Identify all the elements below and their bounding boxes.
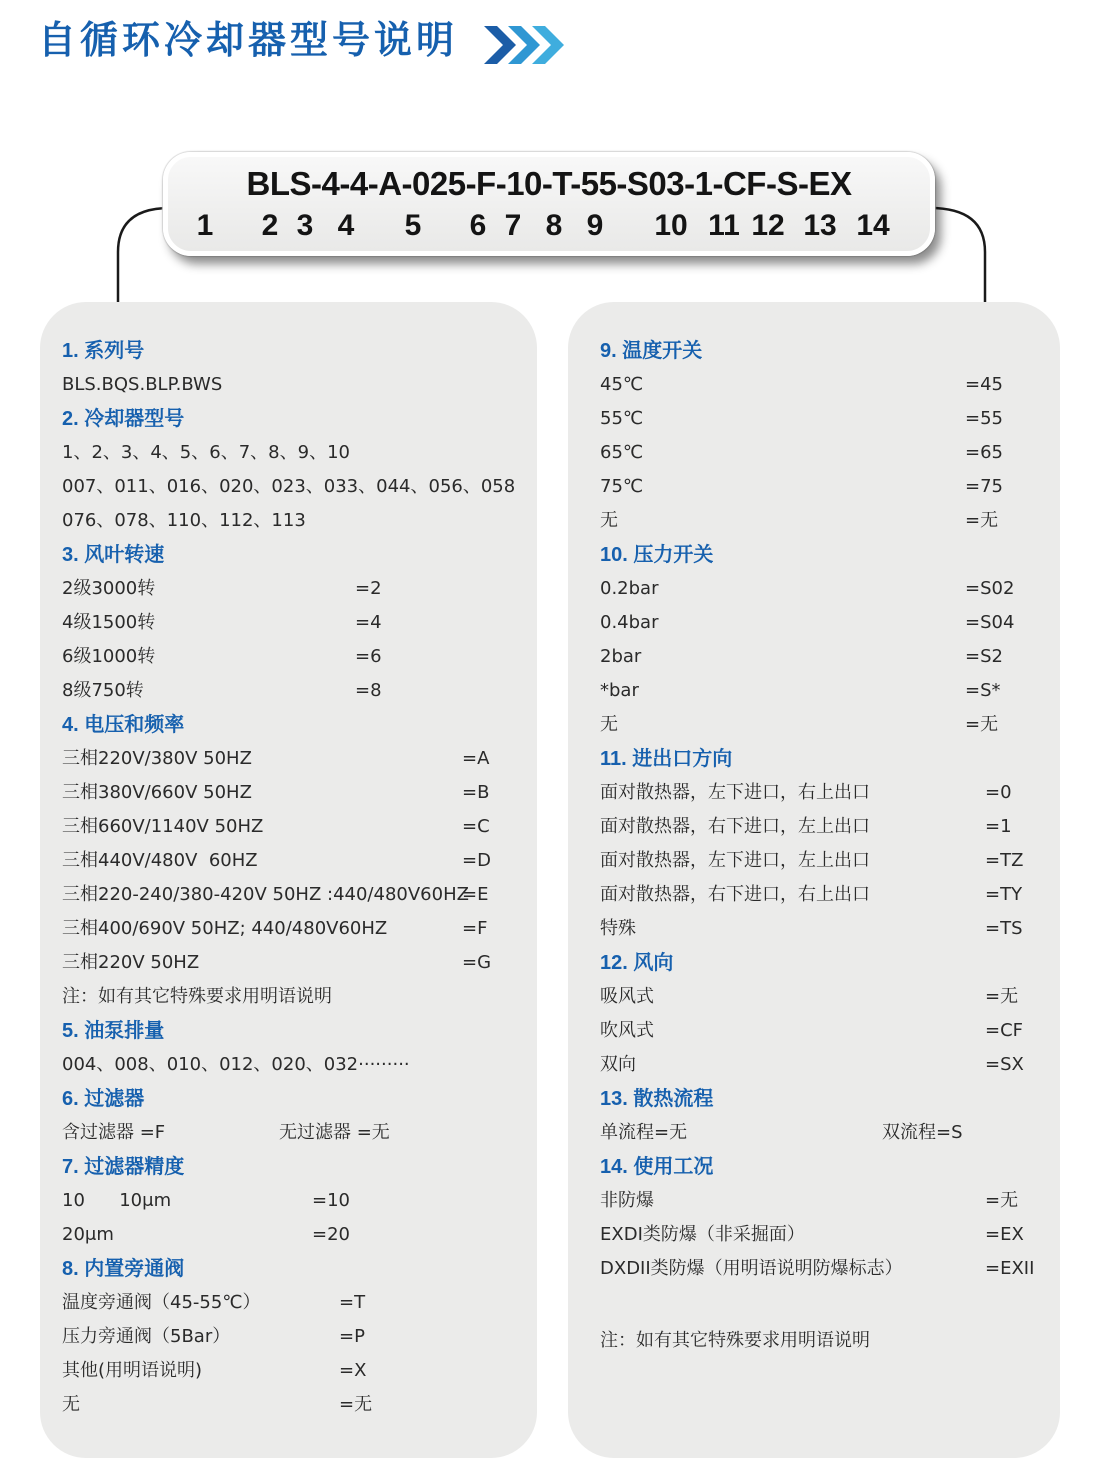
spec-value: =EX	[985, 1224, 1024, 1245]
position-number: 8	[545, 209, 563, 242]
page-title: 自循环冷却器型号说明	[38, 20, 459, 62]
spec-row	[600, 1218, 1060, 1252]
spec-value: =CF	[985, 1020, 1024, 1041]
spec-value: =75	[965, 476, 1003, 497]
spec-row	[62, 572, 537, 606]
spec-value: =10	[312, 1190, 350, 1211]
spec-label: 无	[600, 510, 618, 531]
section-6	[62, 1082, 537, 1150]
spec-label: 三相220V 50HZ	[62, 952, 200, 973]
spec-row	[600, 606, 1060, 640]
section-4	[62, 708, 537, 1014]
spec-row	[600, 674, 1060, 708]
spec-row	[62, 810, 537, 844]
spec-value: =4	[355, 612, 382, 633]
spec-label: *bar	[600, 680, 639, 701]
spec-row	[600, 1252, 1060, 1286]
spec-label: 2bar	[600, 646, 642, 667]
spec-value: =1	[985, 816, 1012, 837]
spec-value: =无	[965, 714, 999, 735]
spec-value: =C	[462, 816, 490, 837]
position-number: 12	[751, 209, 785, 242]
spec-label: 无	[600, 714, 618, 735]
spec-label: 10 10μm	[62, 1190, 172, 1211]
section-title: 1. 系列号	[62, 340, 145, 362]
spec-value: =S04	[965, 612, 1015, 633]
spec-label: 面对散热器，左下进口，左上出口	[600, 850, 870, 871]
spec-label: EXDI类防爆（非采掘面）	[600, 1224, 805, 1245]
spec-row	[600, 708, 1060, 742]
spec-value: =45	[965, 374, 1003, 395]
section-9	[600, 334, 1060, 538]
section-11	[600, 742, 1060, 946]
spec-value: =65	[965, 442, 1003, 463]
spec-pair-right: 双流程=S	[882, 1122, 963, 1143]
spec-row	[62, 606, 537, 640]
spec-row	[600, 912, 1060, 946]
spec-row	[600, 504, 1060, 538]
spec-label: 0.4bar	[600, 612, 659, 633]
spec-row	[62, 980, 537, 1014]
spec-row	[62, 1286, 537, 1320]
spec-panel-left	[40, 302, 537, 1458]
section-2	[62, 402, 537, 538]
spec-row	[62, 504, 537, 538]
spec-row	[62, 776, 537, 810]
spec-label: 面对散热器，右下进口，右上出口	[600, 884, 870, 905]
spec-label: 压力旁通阀（5Bar）	[62, 1326, 231, 1347]
section-13	[600, 1082, 1060, 1150]
spec-row	[600, 368, 1060, 402]
section-14	[600, 1150, 1060, 1286]
spec-row	[62, 1388, 537, 1422]
spec-row	[600, 402, 1060, 436]
spec-label: 面对散热器，右下进口，左上出口	[600, 816, 870, 837]
spec-row	[600, 1048, 1060, 1082]
spec-value: =EXII	[985, 1258, 1035, 1279]
spec-value: =0	[985, 782, 1012, 803]
spec-row	[62, 1354, 537, 1388]
spec-label: 004、008、010、012、020、032·········	[62, 1054, 410, 1075]
section-7	[62, 1150, 537, 1252]
spec-label: 三相660V/1140V 50HZ	[62, 816, 264, 837]
spec-row	[600, 1116, 1060, 1150]
spec-label: 6级1000转	[62, 646, 156, 667]
spec-row	[62, 1048, 537, 1082]
spec-label: 2级3000转	[62, 578, 156, 599]
spec-value: =55	[965, 408, 1003, 429]
spec-label: 45℃	[600, 374, 644, 395]
section-8	[62, 1252, 537, 1422]
spec-label: 面对散热器，左下进口，右上出口	[600, 782, 870, 803]
spec-label: 双向	[600, 1054, 636, 1075]
section-title: 12. 风向	[600, 952, 674, 974]
section-title: 14. 使用工况	[600, 1156, 714, 1178]
position-number: 5	[404, 209, 422, 242]
spec-value: =S*	[965, 680, 1001, 701]
spec-label: 4级1500转	[62, 612, 156, 633]
spec-row	[62, 436, 537, 470]
position-number: 10	[654, 209, 688, 242]
spec-value: =A	[462, 748, 490, 769]
spec-row	[62, 674, 537, 708]
spec-row	[600, 776, 1060, 810]
spec-label: 20μm	[62, 1224, 114, 1245]
section-title: 4. 电压和频率	[62, 714, 185, 736]
spec-value: =无	[985, 1190, 1019, 1211]
spec-label: 75℃	[600, 476, 644, 497]
spec-value: =TY	[985, 884, 1023, 905]
spec-label: 55℃	[600, 408, 644, 429]
spec-pair-right: 无过滤器 =无	[279, 1122, 390, 1143]
section-1	[62, 334, 537, 402]
section-title: 7. 过滤器精度	[62, 1156, 185, 1178]
spec-row	[600, 1014, 1060, 1048]
spec-row	[62, 946, 537, 980]
position-number: 9	[586, 209, 604, 242]
spec-value: =6	[355, 646, 382, 667]
spec-label: BLS.BQS.BLP.BWS	[62, 374, 223, 395]
spec-value: =G	[462, 952, 492, 973]
spec-label: 076、078、110、112、113	[62, 510, 306, 531]
spec-row	[62, 368, 537, 402]
spec-value: =P	[339, 1326, 365, 1347]
model-code: BLS-4-4-A-025-F-10-T-55-S03-1-CF-S-EX	[246, 165, 852, 202]
section-title: 8. 内置旁通阀	[62, 1258, 185, 1280]
spec-label: 其他(用明语说明)	[62, 1360, 203, 1381]
spec-value: =TS	[985, 918, 1023, 939]
spec-value: =20	[312, 1224, 350, 1245]
spec-row	[62, 640, 537, 674]
position-number: 4	[337, 209, 355, 242]
section-title: 3. 风叶转速	[62, 544, 165, 566]
spec-label: 吹风式	[600, 1020, 654, 1041]
section-title: 5. 油泵排量	[62, 1020, 165, 1042]
spec-label: 1、2、3、4、5、6、7、8、9、10	[62, 442, 350, 463]
section-title: 13. 散热流程	[600, 1088, 714, 1110]
position-number: 1	[196, 209, 214, 242]
section-5	[62, 1014, 537, 1082]
spec-pair-left: 含过滤器 =F	[62, 1122, 166, 1143]
spec-row	[62, 878, 537, 912]
spec-value: =TZ	[985, 850, 1024, 871]
model-position-numbers	[168, 209, 930, 247]
spec-value: =8	[355, 680, 382, 701]
spec-panel-right	[568, 302, 1060, 1458]
section-title: 11. 进出口方向	[600, 748, 733, 770]
position-number: 11	[708, 209, 740, 242]
position-number: 6	[469, 209, 487, 242]
spec-row	[62, 1218, 537, 1252]
section-title: 10. 压力开关	[600, 544, 714, 566]
spec-value: =S2	[965, 646, 1003, 667]
spec-label: 007、011、016、020、023、033、044、056、058	[62, 476, 516, 497]
position-number: 3	[296, 209, 314, 242]
spec-value: =无	[985, 986, 1019, 1007]
spec-row	[600, 436, 1060, 470]
spec-label: 无	[62, 1394, 80, 1415]
spec-row	[62, 742, 537, 776]
spec-label: 吸风式	[600, 986, 654, 1007]
panel-note: 注：如有其它特殊要求用明语说明	[600, 1330, 870, 1351]
spec-value: =S02	[965, 578, 1015, 599]
spec-value: =T	[339, 1292, 366, 1313]
section-title: 2. 冷却器型号	[62, 408, 185, 430]
spec-label: 三相440V/480V 60HZ	[62, 850, 258, 871]
position-number: 2	[261, 209, 279, 242]
spec-row	[62, 1320, 537, 1354]
spec-row	[600, 810, 1060, 844]
spec-label: 三相400/690V 50HZ; 440/480V60HZ	[62, 918, 388, 939]
spec-row	[600, 572, 1060, 606]
spec-value: =X	[339, 1360, 367, 1381]
spec-row	[62, 912, 537, 946]
section-10	[600, 538, 1060, 742]
spec-row	[62, 844, 537, 878]
spec-label: 0.2bar	[600, 578, 659, 599]
spec-value: =无	[965, 510, 999, 531]
section-12	[600, 946, 1060, 1082]
connector-right	[930, 208, 985, 304]
section-title: 6. 过滤器	[62, 1088, 145, 1110]
spec-label: 三相220-240/380-420V 50HZ :440/480V60HZ	[62, 884, 469, 905]
position-number: 14	[856, 209, 890, 242]
spec-row	[600, 640, 1060, 674]
spec-row	[600, 878, 1060, 912]
spec-row	[600, 980, 1060, 1014]
section-3	[62, 538, 537, 708]
spec-label: 注：如有其它特殊要求用明语说明	[62, 986, 332, 1007]
spec-row	[600, 470, 1060, 504]
spec-pair-left: 单流程=无	[600, 1122, 688, 1143]
spec-label: 非防爆	[600, 1190, 654, 1211]
spec-label: DXDII类防爆（用明语说明防爆标志）	[600, 1258, 903, 1279]
spec-row	[62, 1116, 537, 1150]
spec-row	[600, 1184, 1060, 1218]
spec-value: =2	[355, 578, 382, 599]
spec-row	[62, 470, 537, 504]
model-code-box	[163, 152, 935, 256]
spec-label: 三相220V/380V 50HZ	[62, 748, 252, 769]
spec-value: =SX	[985, 1054, 1024, 1075]
spec-value: =D	[462, 850, 491, 871]
spec-value: =无	[339, 1394, 373, 1415]
spec-label: 特殊	[600, 918, 636, 939]
spec-row	[62, 1184, 537, 1218]
spec-label: 8级750转	[62, 680, 144, 701]
spec-label: 温度旁通阀（45-55℃）	[62, 1292, 261, 1313]
spec-row	[600, 844, 1060, 878]
spec-label: 65℃	[600, 442, 644, 463]
spec-value: =F	[462, 918, 488, 939]
position-number: 13	[803, 209, 837, 242]
section-title: 9. 温度开关	[600, 340, 703, 362]
position-number: 7	[504, 209, 522, 242]
spec-value: =E	[462, 884, 489, 905]
spec-label: 三相380V/660V 50HZ	[62, 782, 252, 803]
spec-value: =B	[462, 782, 490, 803]
